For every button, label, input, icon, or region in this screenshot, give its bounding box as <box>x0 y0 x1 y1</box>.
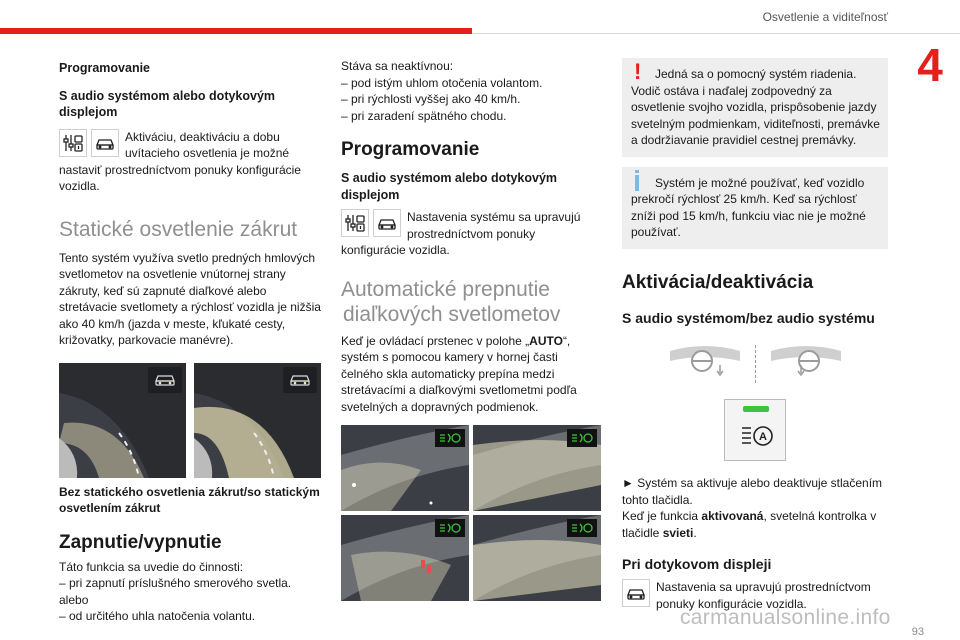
photo-caption: Bez statického osvetlenia zákrut/so statickým osvetlením zákrut <box>59 484 320 515</box>
steering-wheel-icon <box>756 343 856 386</box>
auto-beam-icon <box>435 429 465 447</box>
photo-without-cornering <box>59 363 186 478</box>
on-off-heading: Zapnutie/vypnutie <box>59 531 222 553</box>
column-1 <box>59 58 321 625</box>
icon-pair <box>59 129 119 157</box>
audio-system-heading: S audio systémom/bez audio systému <box>622 309 875 326</box>
active-text-a: Keď je funkcia <box>622 509 702 523</box>
inactive-item-2: – pri rýchlosti vyššej ako 40 km/h. <box>341 92 521 106</box>
header-rule <box>472 33 960 34</box>
auto-beam-photos <box>341 425 603 601</box>
auto-beam-heading-line-1: Automatické prepnutie <box>341 277 550 301</box>
touchscreen-text: Nastavenia sa upravujú prostredníctvom ponuky konfigurácie vozidla. <box>656 580 871 611</box>
auto-beam-button-figure <box>622 399 888 461</box>
chapter-number: 4 <box>917 39 943 91</box>
column-2 <box>341 58 603 601</box>
settings-sliders-icon <box>341 209 369 237</box>
auto-beam-heading <box>341 277 603 327</box>
toggle-text: Systém sa aktivuje alebo deaktivuje stlačením tohto tlačidla. <box>622 476 883 507</box>
active-text-e: . <box>693 525 697 540</box>
section-title: Osvetlenie a viditeľnosť <box>762 10 888 24</box>
info-note <box>622 167 888 249</box>
car-front-icon <box>373 209 401 237</box>
info-icon <box>635 175 639 191</box>
car-front-icon <box>91 129 119 157</box>
auto-beam-icon <box>567 429 597 447</box>
lit-keyword: svieti <box>662 525 694 540</box>
steering-wheel-icon <box>655 343 755 386</box>
arrow-icon: ► <box>622 476 634 490</box>
column-3 <box>622 58 888 612</box>
cornering-photos <box>59 363 321 478</box>
icon-single <box>622 579 650 607</box>
auto-beam-heading-line-2: diaľkových svetlometov <box>343 302 561 326</box>
headlamp-icon <box>148 367 182 393</box>
programming-block-2 <box>341 209 603 259</box>
auto-keyword: AUTO <box>529 333 563 348</box>
inactive-text: Stáva sa neaktívnou: <box>341 59 454 73</box>
warning-text: Jedná sa o pomocný systém riadenia. Vodič ostáva i naďalej zodpovedný za osvetlenie svojho vozidla, prispôsobenie jazdy svetelným podmienkam, viditeľnosti, premávke a dodržiavanie pravidiel cestnej premávky. <box>631 67 880 147</box>
on-off-item-2: – od určitého uhla natočenia volantu. <box>59 609 256 623</box>
auto-beam-icon <box>435 519 465 537</box>
activation-heading: Aktivácia/deaktivácia <box>622 271 814 293</box>
programming-subheading-2: S audio systémom alebo dotykovým displejom <box>341 171 558 202</box>
warning-note <box>622 58 888 157</box>
header-red-bar <box>0 28 472 34</box>
icon-pair <box>341 209 401 237</box>
active-text <box>622 508 888 541</box>
photo-auto-beam-1 <box>341 425 469 511</box>
info-text: Systém je možné používať, keď vozidlo prekročí rýchlosť 25 km/h. Keď sa rýchlosť zníži pod 15 km/h, funkciu viac nie je možné používať. <box>631 175 866 239</box>
on-off-text: Táto funkcia sa uvedie do činnosti: <box>59 559 244 574</box>
auto-beam-icon <box>740 422 774 455</box>
on-off-item-1: – pri zapnutí príslušného smerového svetla. <box>59 576 292 590</box>
programming-block <box>59 129 321 195</box>
steering-diagrams <box>622 343 888 386</box>
programming-subheading: S audio systémom alebo dotykovým displejom <box>59 88 276 119</box>
programming-heading: Programovanie <box>59 61 151 75</box>
auto-beam-button[interactable] <box>724 399 786 461</box>
svg-text:A: A <box>759 431 767 443</box>
warning-icon: ! <box>634 59 642 84</box>
inactive-item-1: – pod istým uhlom otočenia volantom. <box>341 75 543 90</box>
photo-auto-beam-2 <box>473 425 601 511</box>
settings-sliders-icon <box>59 129 87 157</box>
inactive-item-3: – pri zaradení spätného chodu. <box>341 108 507 123</box>
auto-beam-icon <box>567 519 597 537</box>
programming-text: Aktiváciu, deaktiváciu a dobu uvítacieho osvetlenia je možné nastaviť prostredníctvom ponuky konfigurácie vozidla. <box>59 129 301 193</box>
auto-beam-text-a: Keď je ovládací prstenec v polohe „ <box>341 333 530 348</box>
headlamp-icon <box>283 367 317 393</box>
car-front-icon <box>622 579 650 607</box>
auto-beam-text <box>341 333 603 416</box>
auto-beam-text-c: “, systém s pomocou kamery v hornej časti čelného skla automaticky prepína medzi stretávacími a diaľkovými svetlometmi podľa svetelných a dopravných podmienok. <box>341 333 577 414</box>
watermark: carmanualsonline.info <box>680 606 891 629</box>
static-cornering-heading: Statické osvetlenie zákrut <box>59 217 298 241</box>
programming-heading-2: Programovanie <box>341 139 480 160</box>
photo-auto-beam-4 <box>473 515 601 601</box>
photo-with-cornering <box>194 363 321 478</box>
static-cornering-text: Tento systém využíva svetlo predných hmlových svetlometov na osvetlenie vnútornej strany zákruty, keď sú zapnuté diaľkové alebo stretávacie svetlomety a rýchlosť vozidla je nižšia ako 40 km/h (jazda v meste, kľukaté cesty, križovatky, parkovacie manévre). <box>59 250 321 347</box>
active-text-c: , svetelná kontrolka v tlačidle <box>622 509 877 540</box>
led-indicator <box>743 406 769 412</box>
on-off-or: alebo <box>59 592 89 607</box>
touchscreen-heading: Pri dotykovom displeji <box>622 556 772 572</box>
active-keyword: aktivovaná <box>701 509 764 523</box>
programming-text-2: Nastavenia systému sa upravujú prostredníctvom ponuky konfigurácie vozidla. <box>341 210 581 257</box>
photo-auto-beam-3 <box>341 515 469 601</box>
toggle-instruction <box>622 475 888 508</box>
page-number: 93 <box>911 626 924 638</box>
